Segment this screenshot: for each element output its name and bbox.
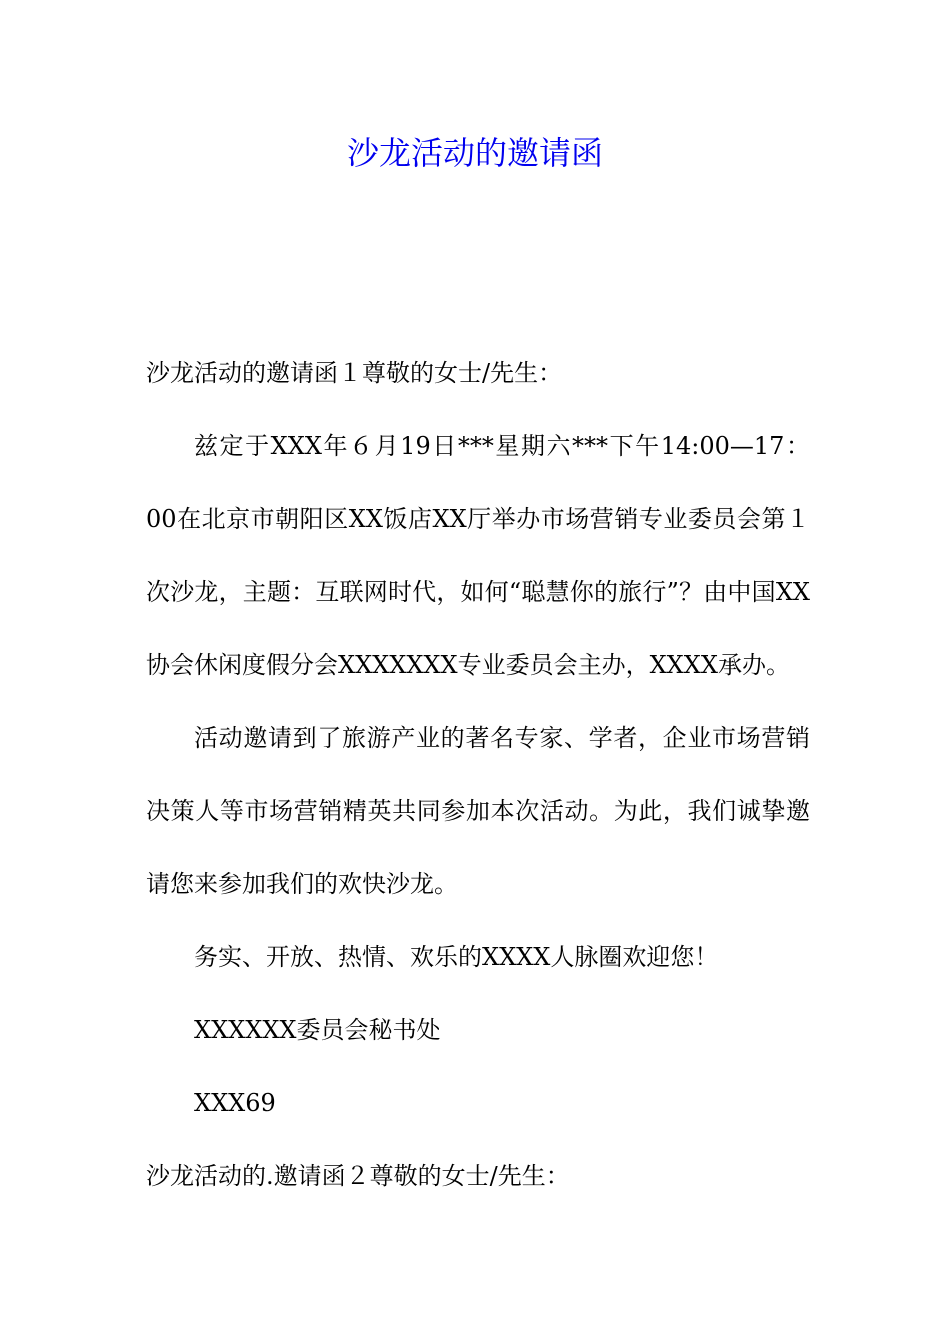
document-body: [146, 337, 810, 1213]
slogan: 务实、开放、热情、欢乐的XXXX人脉圈欢迎您！: [194, 943, 719, 971]
salutation-2: 沙龙活动的.邀请函２尊敬的女士/先生：: [146, 1162, 570, 1190]
paragraph-invitation: 活动邀请到了旅游产业的著名专家、学者，企业市场营销决策人等市场营销精英共同参加本次活动。为此，我们诚挚邀请您来参加我们的欢快沙龙。: [146, 724, 810, 898]
signature-date: XXX69: [194, 1089, 276, 1117]
document-title: 沙龙活动的邀请函: [346, 134, 603, 172]
paragraph-event-details: 兹定于XXX年６月19日***星期六***下午14:00—17：00在北京市朝阳区XX饭店XX厅举办市场营销专业委员会第１次沙龙，主题：互联网时代，如何“聪慧你的旅行”？由中国XX协会休闲度假分会XXXXXXX专业委员会主办，XXXX承办。: [146, 432, 810, 679]
salutation-1: 沙龙活动的邀请函１尊敬的女士/先生：: [146, 359, 563, 387]
signature-organization: XXXXXX委员会秘书处: [194, 1016, 441, 1044]
